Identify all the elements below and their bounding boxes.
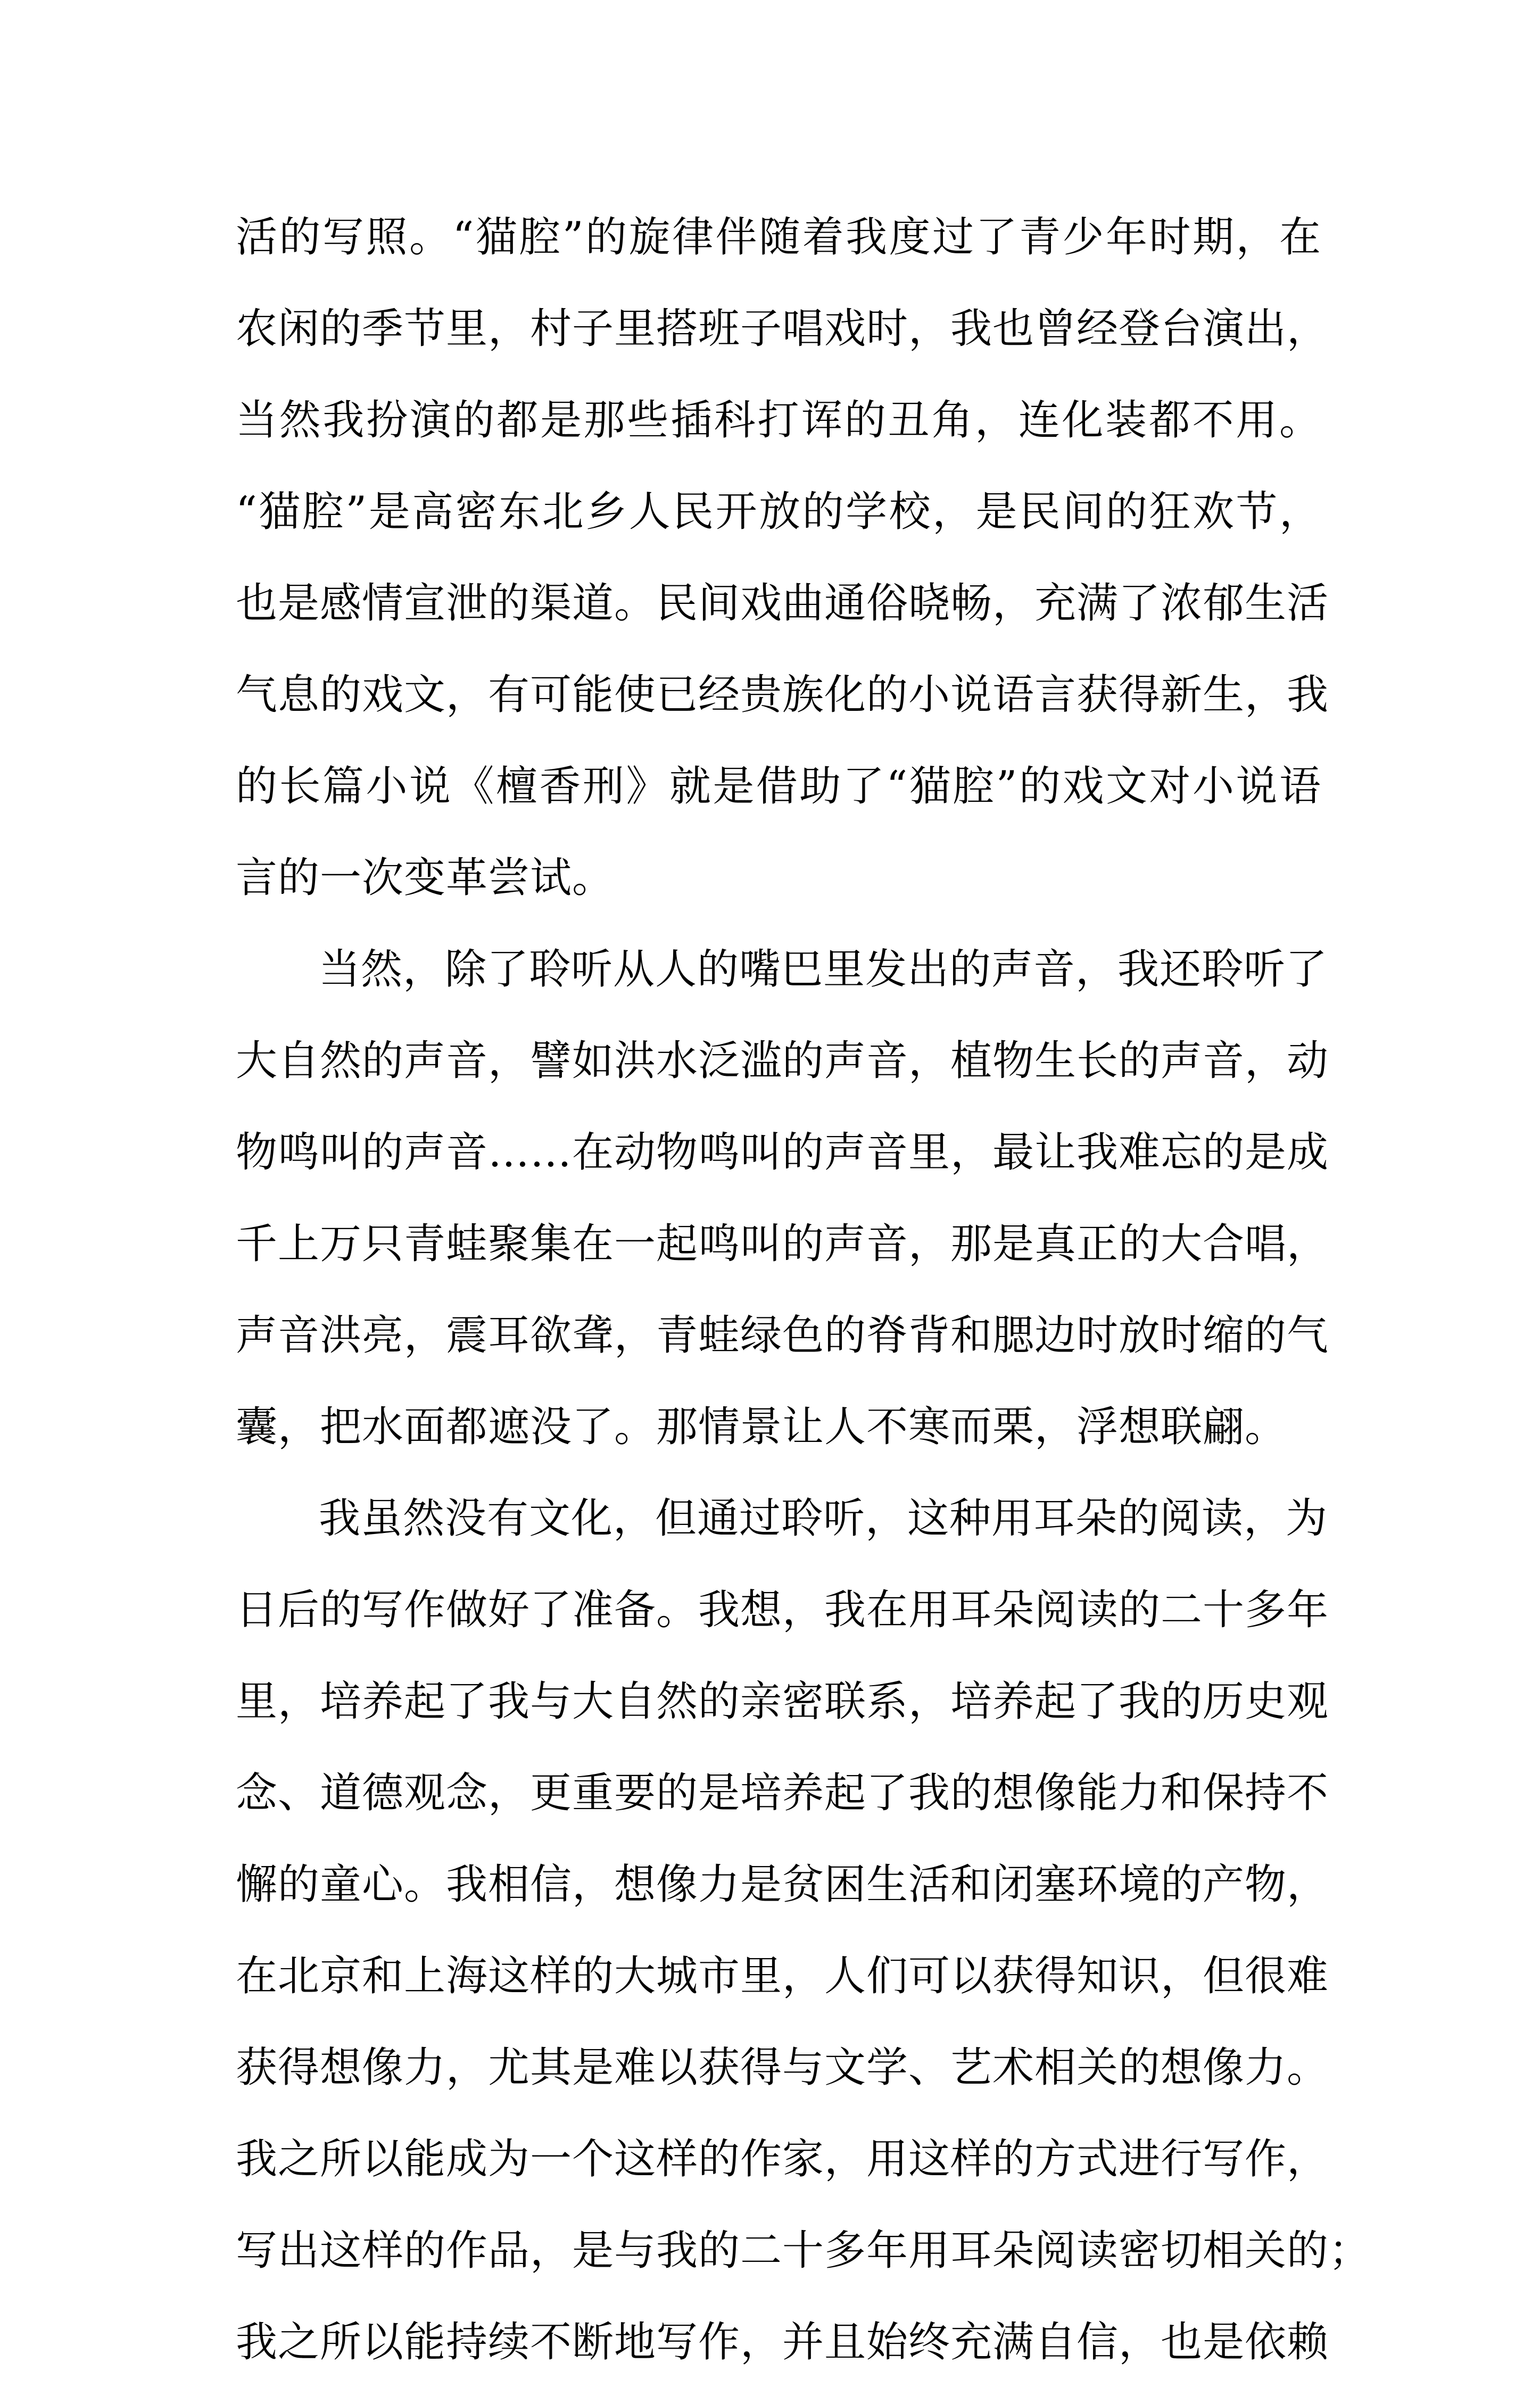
text-line: 声音洪亮，震耳欲聋，青蛙绿色的脊背和腮边时放时缩的气 <box>236 1312 1329 1359</box>
text-line: 我之所以能持续不断地写作，并且始终充满自信，也是依赖 <box>236 2318 1329 2366</box>
body-text <box>236 192 1371 2388</box>
text-line: 农闲的季节里，村子里搭班子唱戏时，我也曾经登台演出， <box>236 305 1329 353</box>
text-line: 千上万只青蛙聚集在一起鸣叫的声音，那是真正的大合唱， <box>236 1220 1329 1268</box>
text-line: 囊，把水面都遮没了。那情景让人不寒而栗，浮想联翩。 <box>236 1403 1287 1451</box>
paragraph-first-line: 当然，除了聆听从人的嘴巴里发出的声音，我还聆听了 <box>319 946 1328 993</box>
text-line: 念、道德观念，更重要的是培养起了我的想像能力和保持不 <box>236 1769 1329 1817</box>
text-line: 获得想像力，尤其是难以获得与文学、艺术相关的想像力。 <box>236 2044 1329 2092</box>
text-line: 当然我扮演的都是那些插科打诨的丑角，连化装都不用。 <box>236 396 1321 444</box>
text-line: 日后的写作做好了准备。我想，我在用耳朵阅读的二十多年 <box>236 1586 1329 1634</box>
text-line: 物鸣叫的声音……在动物鸣叫的声音里，最让我难忘的是成 <box>236 1129 1329 1176</box>
text-line: 大自然的声音，譬如洪水泛滥的声音，植物生长的声音，动 <box>236 1037 1329 1085</box>
text-line: “猫腔”是高密东北乡人民开放的学校，是民间的狂欢节， <box>236 488 1321 536</box>
text-line: 在北京和上海这样的大城市里，人们可以获得知识，但很难 <box>236 1952 1329 2000</box>
paragraph-first-line: 我虽然没有文化，但通过聆听，这种用耳朵的阅读，为 <box>319 1495 1328 1543</box>
text-line: 的长篇小说《檀香刑》就是借助了“猫腔”的戏文对小说语 <box>236 762 1321 810</box>
text-line: 懈的童心。我相信，想像力是贫困生活和闭塞环境的产物， <box>236 1861 1329 1909</box>
text-line: 我之所以能成为一个这样的作家，用这样的方式进行写作， <box>236 2135 1329 2183</box>
text-line: 气息的戏文，有可能使已经贵族化的小说语言获得新生，我 <box>236 671 1329 719</box>
text-line: 也是感情宣泄的渠道。民间戏曲通俗晓畅，充满了浓郁生活 <box>236 579 1329 627</box>
text-line: 言的一次变革尝试。 <box>236 854 615 902</box>
text-line: 写出这样的作品，是与我的二十多年用耳朵阅读密切相关的； <box>236 2227 1371 2275</box>
text-line: 里，培养起了我与大自然的亲密联系，培养起了我的历史观 <box>236 1678 1329 1726</box>
text-line: 活的写照。“猫腔”的旋律伴随着我度过了青少年时期，在 <box>236 213 1321 261</box>
